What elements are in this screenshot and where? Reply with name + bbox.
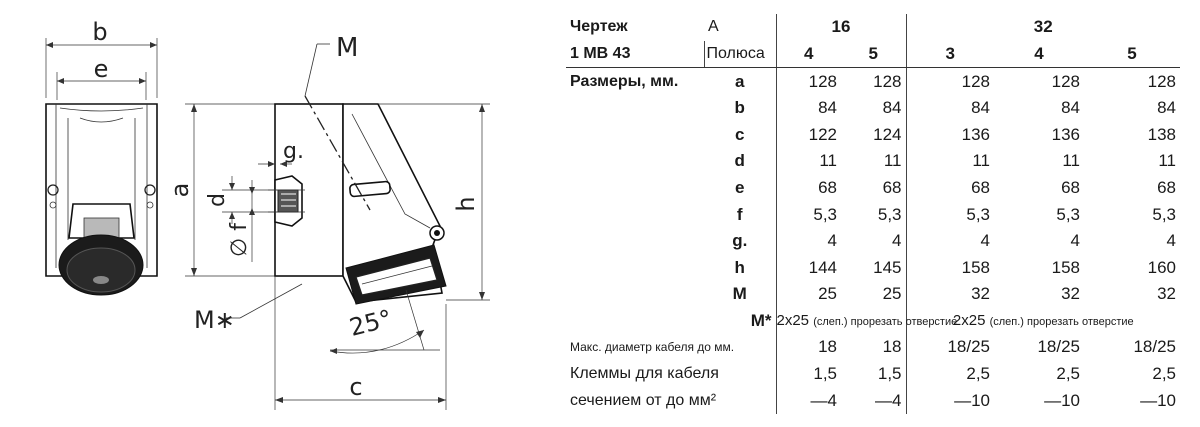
row-key: a [735,71,745,91]
cell: —4 [875,390,902,410]
mstar-cell-16 [776,308,958,335]
cell: 138 [1147,124,1177,144]
cell: 32 [1157,284,1177,304]
cell: —10 [1140,390,1177,410]
dim-label-h: h [452,196,480,212]
amp-32: 32 [906,14,1180,41]
dim-label-a: a [166,182,194,198]
row-key: h [734,257,745,277]
cell: 160 [1147,257,1177,277]
mstar-note: (слеп.) прорезать отверстие [813,316,958,329]
poles-32-4: 4 [994,41,1084,68]
technical-drawing [0,0,560,427]
amp-16: 16 [776,14,906,41]
cell: 4 [776,228,841,255]
dim-label-f: ∅ f [227,223,252,257]
row-f [566,201,1180,228]
terminals-label-1: Клеммы для кабеля [570,365,719,383]
row-key: e [735,177,745,197]
row-key: d [734,151,745,171]
cell: 18/25 [906,334,994,361]
cell: 32 [906,281,994,308]
cell: 84 [906,95,994,122]
row-e [566,175,1180,202]
terminals-label-2: сечением от до мм² [570,391,717,409]
row-M [566,281,1180,308]
cell: 2,5 [1056,364,1081,384]
side-view [166,33,490,410]
row-terminals-from [566,361,1180,388]
mstar-size: 2x25 [776,312,810,330]
dim-label-b: b [92,18,108,46]
row-key: M* [750,310,772,330]
row-terminals-to [566,387,1180,414]
cell: 18 [882,337,902,357]
cell: —4 [776,387,841,414]
cell: 11 [883,151,902,171]
model-label: 1 MB 43 [566,41,704,68]
cell: 11 [1158,151,1177,171]
cell: —10 [1044,390,1081,410]
row-a [566,68,1180,95]
cell: 128 [1051,71,1081,91]
cell: 122 [776,121,841,148]
header-row-amp [566,14,1180,41]
angle-label: 25° [346,304,395,342]
cell: 11 [1062,151,1081,171]
mstar-size: 2x25 [952,312,986,330]
row-key: c [735,124,745,144]
cell: 68 [1061,177,1081,197]
row-c [566,121,1180,148]
cell: 25 [882,284,902,304]
cell: 11 [906,148,994,175]
cell: 84 [1061,98,1081,118]
cell: 84 [882,98,902,118]
dim-label-M-star: M∗ [194,306,235,334]
dim-label-M: M [336,33,359,63]
row-key: M [732,284,747,304]
cell: 68 [1157,177,1177,197]
cell: 25 [776,281,841,308]
cell: 5,3 [776,201,841,228]
mstar-note: (слеп.) прорезать отверстие [989,316,1134,329]
cell: 4 [892,231,902,251]
poles-32-5: 5 [1084,41,1180,68]
poles-16-4: 4 [776,41,841,68]
cell: 158 [1051,257,1081,277]
cell: 18/25 [1133,337,1177,357]
cell: 4 [906,228,994,255]
cell: 4 [1166,231,1177,251]
row-M-star [566,308,1180,335]
dim-label-e: e [93,55,109,83]
cell: 2,5 [906,361,994,388]
poles-32-3: 3 [906,41,994,68]
cell: 128 [906,68,994,95]
cell: 1,5 [776,361,841,388]
cell: 68 [906,175,994,202]
cell: 158 [906,254,994,281]
cell: 5,3 [1152,204,1177,224]
amp-label: A [708,18,719,36]
drawing-title: Чертеж [570,18,628,36]
cell: 128 [873,71,902,91]
cell: 5,3 [1056,204,1081,224]
front-view [46,18,157,295]
cell: 1,5 [877,364,902,384]
dim-label-g: g. [283,139,304,164]
cell: 144 [776,254,841,281]
cell: 4 [1070,231,1081,251]
row-g [566,228,1180,255]
cell: 2,5 [1152,364,1177,384]
cell: 136 [906,121,994,148]
header-row-poles [566,41,1180,68]
row-key: g. [732,231,748,251]
row-key: b [734,98,745,118]
row-key: f [736,204,743,224]
row-d [566,148,1180,175]
cell: 124 [873,124,902,144]
cell: 128 [776,68,841,95]
dims-label: Размеры, мм. [570,72,679,90]
row-b [566,95,1180,122]
row-h [566,254,1180,281]
cell: 11 [776,148,841,175]
cell: 68 [776,175,841,202]
cable-diameter-label: Макс. диаметр кабеля до мм. [570,340,735,355]
cell: 5,3 [877,204,902,224]
cell: 18 [776,334,841,361]
spec-table [566,14,1180,414]
cell: 136 [1051,124,1081,144]
cell: —10 [906,387,994,414]
cell: 18/25 [1037,337,1081,357]
cell: 5,3 [906,201,994,228]
poles-label: Полюса [704,41,776,68]
cell: 128 [1147,71,1177,91]
cell: 84 [776,95,841,122]
cell: 68 [882,177,902,197]
poles-16-5: 5 [841,41,906,68]
dim-label-d: d [205,193,230,207]
row-cable-diameter [566,334,1180,361]
cell: 145 [873,257,902,277]
cell: 84 [1157,98,1177,118]
dim-label-c: c [349,373,363,401]
cell: 32 [1061,284,1081,304]
